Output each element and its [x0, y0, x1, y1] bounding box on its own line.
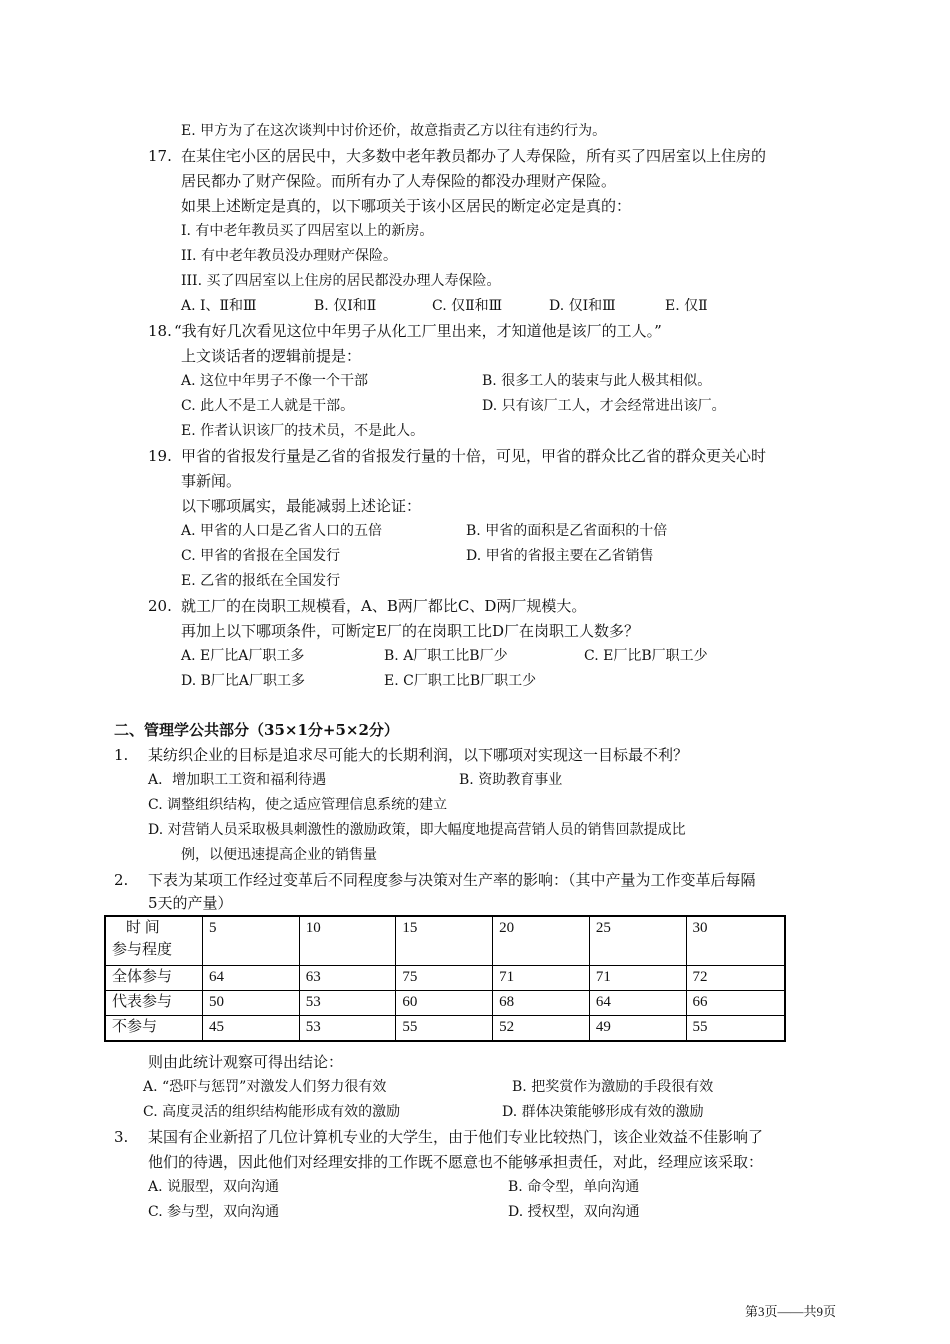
table-row	[105, 966, 785, 991]
question-text: 下表为某项工作经过变革后不同程度参与决策对生产率的影响：（其中产量为工作变革后每隔	[148, 871, 756, 889]
row-label: 不参与	[105, 1016, 203, 1042]
option-d: D. 对营销人员采取极具刺激性的激励政策，即大幅度地提高营销人员的销售回款提成比	[148, 822, 686, 838]
corner-cell	[105, 916, 203, 966]
corner-bottom-label: 参与程度	[112, 942, 173, 958]
option-a: A. E厂比A厂职工多	[181, 648, 305, 664]
option-b: B. 命令型，单向沟通	[508, 1179, 640, 1195]
question-text: 某国有企业新招了几位计算机专业的大学生，由于他们专业比较热门，该企业效益不佳影响了	[148, 1128, 764, 1146]
question-text: 再加上以下哪项条件，可断定E厂的在岗职工比D厂在岗职工人数多？	[181, 622, 639, 640]
question-number: 18.	[148, 322, 172, 340]
option-e: E. 乙省的报纸在全国发行	[181, 573, 341, 589]
option-c: C. 调整组织结构，使之适应管理信息系统的建立	[148, 797, 448, 813]
option-d: D. 授权型，双向沟通	[508, 1204, 640, 1220]
table-cell: 49	[589, 1016, 686, 1042]
option-d: D. B厂比A厂职工多	[181, 673, 306, 689]
question-text: 事新闻。	[181, 472, 242, 490]
option-e: E. 作者认识该厂的技术员，不是此人。	[181, 423, 425, 439]
table-cell: 50	[203, 991, 300, 1016]
day-header: 15	[396, 916, 493, 966]
option-b: B. 很多工人的装束与此人极其相似。	[482, 373, 712, 389]
table-cell: 55	[396, 1016, 493, 1042]
table-cell: 75	[396, 966, 493, 991]
table-cell: 71	[589, 966, 686, 991]
question-prompt: 上文谈话者的逻辑前提是：	[181, 347, 362, 365]
question-number: 20.	[148, 597, 172, 615]
question-text: 居民都办了财产保险。而所有办了人寿保险的都没办理财产保险。	[181, 172, 617, 190]
question-text: 5天的产量）	[148, 894, 233, 912]
option-a: A. 这位中年男子不像一个干部	[181, 373, 369, 389]
question-prompt: 则由此统计观察可得出结论：	[148, 1053, 344, 1071]
table-row	[105, 991, 785, 1016]
table-cell: 64	[589, 991, 686, 1016]
question-text: 某纺织企业的目标是追求尽可能大的长期利润，以下哪项对实现这一目标最不利？	[148, 746, 689, 764]
table-cell: 64	[203, 966, 300, 991]
option-d: D. 群体决策能够形成有效的激励	[502, 1104, 704, 1120]
question-number: 3.	[114, 1128, 129, 1146]
option-c: C. 仅Ⅱ和Ⅲ	[432, 298, 503, 314]
table-cell: 52	[493, 1016, 590, 1042]
question-number: 1.	[114, 746, 129, 764]
statement-3: III. 买了四居室以上住房的居民都没办理人寿保险。	[181, 273, 501, 289]
question-text: “我有好几次看见这位中年男子从化工厂里出来，才知道他是该厂的工人。”	[174, 322, 662, 340]
row-label: 全体参与	[105, 966, 203, 991]
row-label: 代表参与	[105, 991, 203, 1016]
option-d-continued: 例，以便迅速提高企业的销售量	[181, 847, 377, 863]
table-cell: 45	[203, 1016, 300, 1042]
question-text: 甲省的省报发行量是乙省的省报发行量的十倍，可见，甲省的群众比乙省的群众更关心时	[181, 447, 767, 465]
section-heading: 二、管理学公共部分（35×1分+5×2分）	[114, 721, 399, 739]
option-a: A. “恐吓与惩罚”对激发人们努力很有效	[143, 1079, 387, 1095]
option-b: B. 甲省的面积是乙省面积的十倍	[466, 523, 668, 539]
option-b: B. 把奖赏作为激励的手段很有效	[512, 1079, 714, 1095]
statement-2: II. 有中老年教员没办理财产保险。	[181, 248, 397, 264]
option-c: C. E厂比B厂职工少	[584, 648, 708, 664]
day-header: 10	[299, 916, 396, 966]
option-d: D. 只有该厂工人，才会经常进出该厂。	[482, 398, 726, 414]
option-c: C. 甲省的省报在全国发行	[181, 548, 341, 564]
option-a: A．增加职工工资和福利待遇	[148, 772, 327, 788]
day-header: 5	[203, 916, 300, 966]
option-a: A. Ⅰ、Ⅱ和Ⅲ	[181, 298, 257, 314]
day-header: 20	[493, 916, 590, 966]
day-header: 25	[589, 916, 686, 966]
option-a: A. 甲省的人口是乙省人口的五倍	[181, 523, 383, 539]
question-number: 17.	[148, 147, 172, 165]
day-header: 30	[686, 916, 785, 966]
question-text: 就工厂的在岗职工规模看，A、B两厂都比C、D两厂规模大。	[181, 597, 587, 615]
option-b: B. 资助教育事业	[459, 772, 563, 788]
q16-option-e: E. 甲方为了在这次谈判中讨价还价，故意指责乙方以往有违约行为。	[181, 123, 607, 139]
table-row	[105, 1016, 785, 1042]
productivity-table	[104, 915, 786, 1042]
option-d: D. 甲省的省报主要在乙省销售	[466, 548, 654, 564]
option-b: B. 仅Ⅰ和Ⅱ	[314, 298, 377, 314]
table-cell: 60	[396, 991, 493, 1016]
option-a: A. 说服型，双向沟通	[148, 1179, 280, 1195]
option-b: B. A厂职工比B厂少	[384, 648, 508, 664]
question-text: 他们的待遇，因此他们对经理安排的工作既不愿意也不能够承担责任，对此，经理应该采取：	[148, 1153, 764, 1171]
option-c: C. 此人不是工人就是干部。	[181, 398, 355, 414]
table-cell: 71	[493, 966, 590, 991]
table-cell: 66	[686, 991, 785, 1016]
table-cell: 68	[493, 991, 590, 1016]
question-number: 19.	[148, 447, 172, 465]
corner-top-label: 时 间	[126, 920, 160, 936]
page-number: 第3页——共9页	[744, 1304, 836, 1319]
statement-1: I. 有中老年教员买了四居室以上的新房。	[181, 223, 434, 239]
question-number: 2.	[114, 871, 129, 889]
table-cell: 53	[299, 1016, 396, 1042]
table-cell: 55	[686, 1016, 785, 1042]
table-cell: 53	[299, 991, 396, 1016]
option-d: D. 仅Ⅰ和Ⅲ	[549, 298, 616, 314]
table-cell: 63	[299, 966, 396, 991]
option-e: E. 仅Ⅱ	[665, 298, 708, 314]
question-prompt: 以下哪项属实，最能减弱上述论证：	[181, 497, 422, 515]
question-prompt: 如果上述断定是真的，以下哪项关于该小区居民的断定必定是真的：	[181, 197, 632, 215]
option-c: C. 参与型，双向沟通	[148, 1204, 280, 1220]
option-c: C. 高度灵活的组织结构能形成有效的激励	[143, 1104, 401, 1120]
question-text: 在某住宅小区的居民中，大多数中老年教员都办了人寿保险，所有买了四居室以上住房的	[181, 147, 767, 165]
table-header-row	[105, 916, 785, 966]
table-cell: 72	[686, 966, 785, 991]
option-e: E. C厂职工比B厂职工少	[384, 673, 537, 689]
